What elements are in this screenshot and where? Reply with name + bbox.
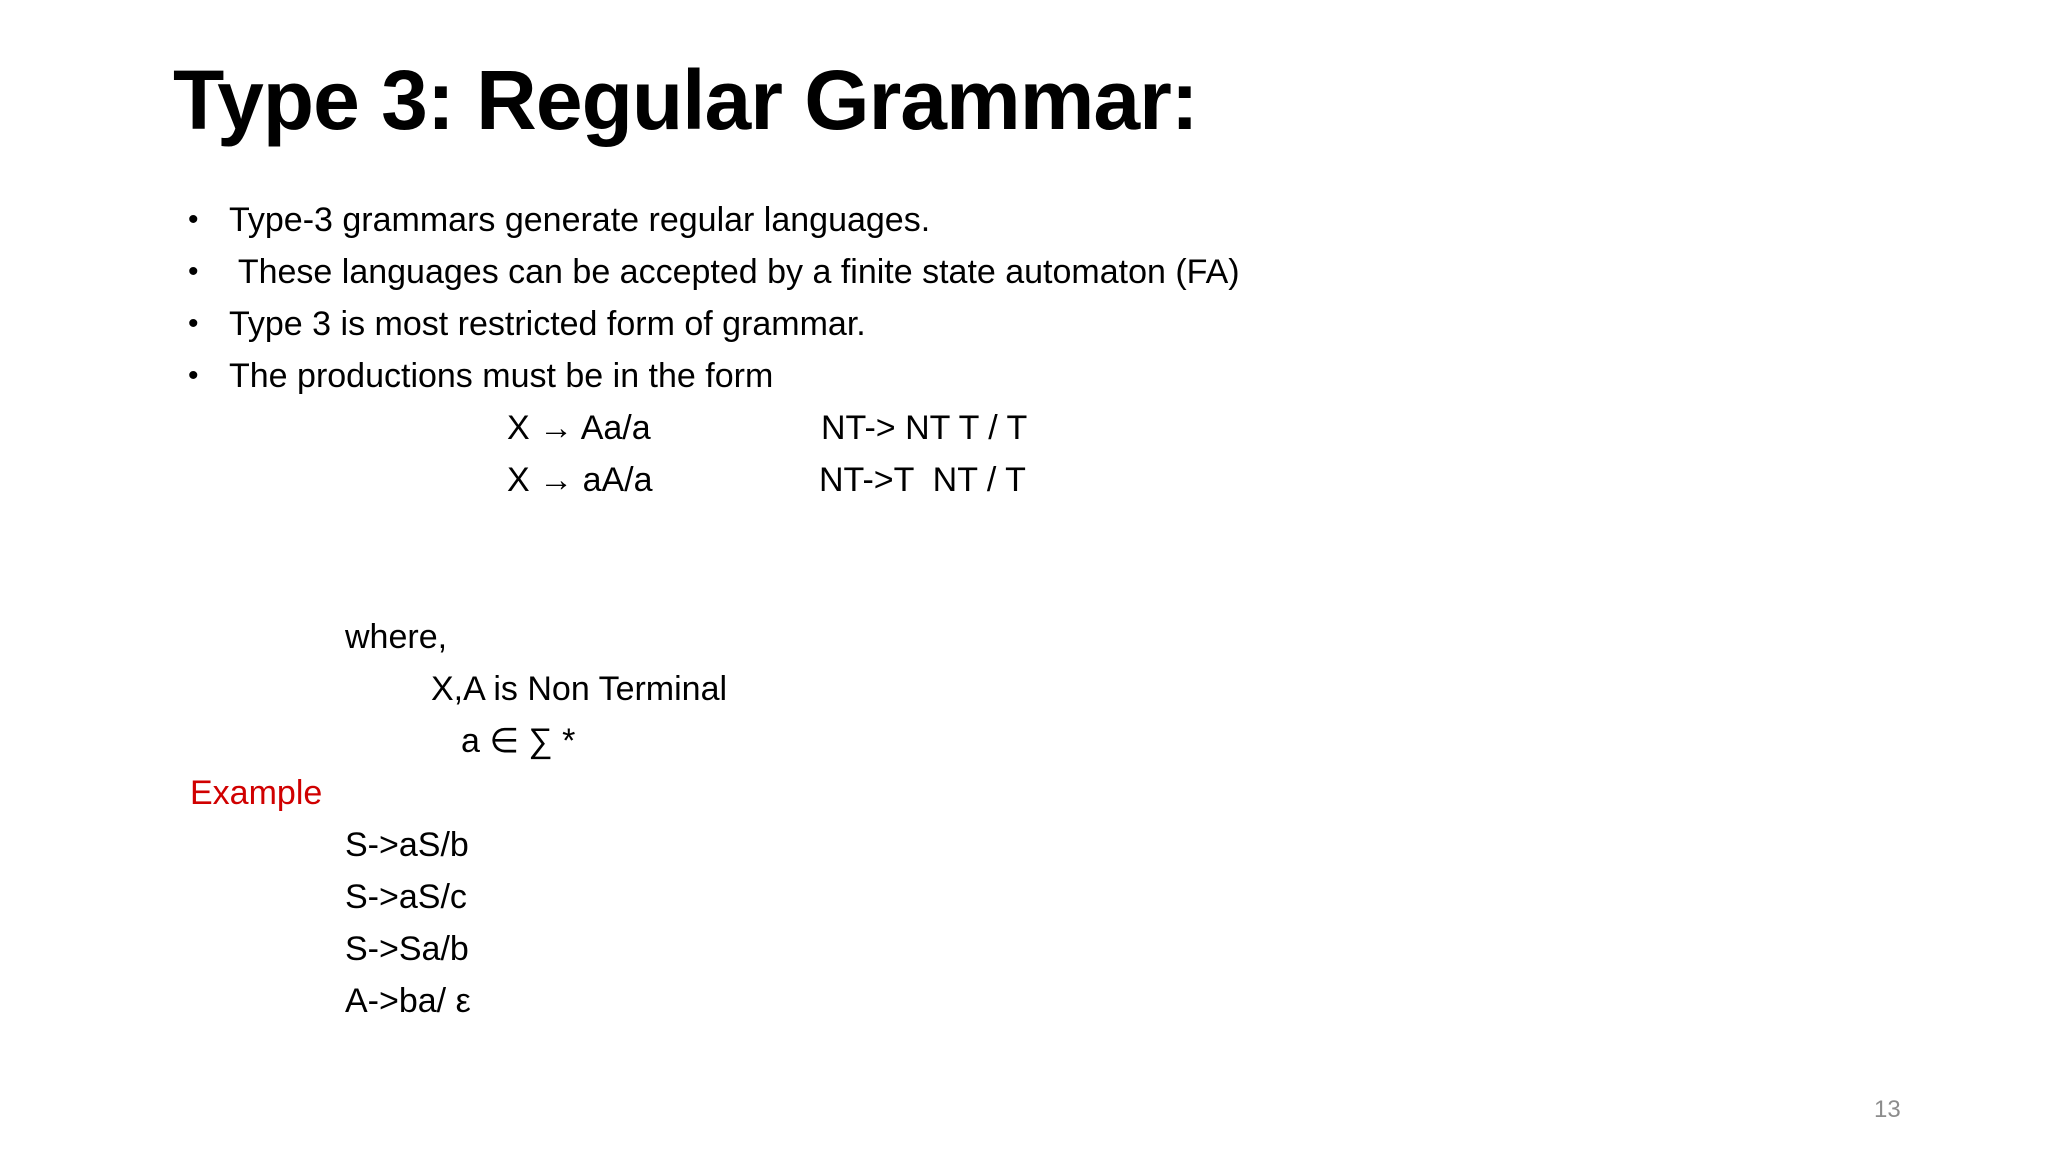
- bullet-text-3: Type 3 is most restricted form of grammar.: [229, 305, 866, 343]
- bullet-dot: •: [188, 359, 199, 392]
- bullet-text-4: The productions must be in the form: [229, 357, 774, 395]
- production-rule-2: X → aA/a: [507, 461, 653, 499]
- bullet-text-2: These languages can be accepted by a finite state automaton (FA): [229, 253, 1240, 291]
- terminal-definition: a ∈ ∑ *: [461, 722, 576, 760]
- bullet-dot: •: [188, 307, 199, 340]
- slide-title: Type 3: Regular Grammar:: [173, 53, 1198, 147]
- bullet-dot: •: [188, 255, 199, 288]
- example-label: Example: [190, 774, 323, 812]
- production-pattern-2: NT->T NT / T: [819, 461, 1026, 499]
- example-rule-2: S->aS/c: [345, 878, 467, 916]
- bullet-dot: •: [188, 203, 199, 236]
- example-rule-3: S->Sa/b: [345, 930, 469, 968]
- production-pattern-1: NT-> NT T / T: [821, 409, 1028, 447]
- example-rule-4: A->ba/ ε: [345, 982, 471, 1020]
- nonterminal-definition: X,A is Non Terminal: [431, 670, 728, 708]
- example-rule-1: S->aS/b: [345, 826, 469, 864]
- where-label: where,: [345, 618, 448, 656]
- page-number: 13: [1874, 1096, 1901, 1123]
- production-rule-1: X → Aa/a: [507, 409, 651, 447]
- bullet-text-1: Type-3 grammars generate regular languages.: [229, 201, 931, 239]
